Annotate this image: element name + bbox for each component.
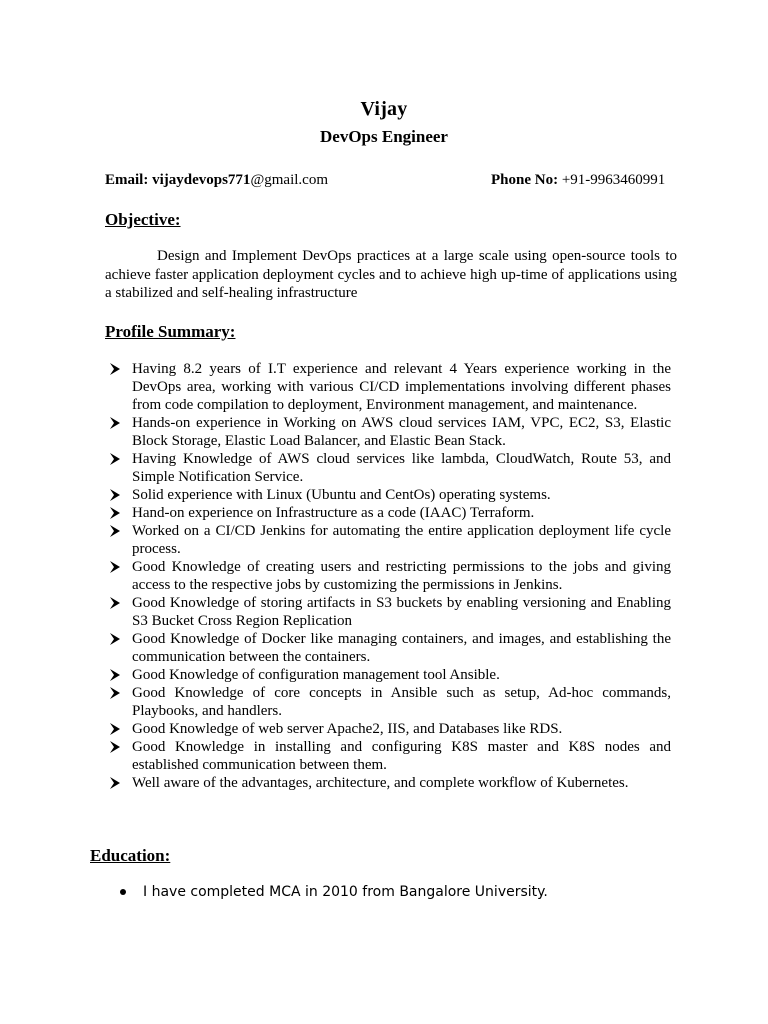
list-item: Worked on a CI/CD Jenkins for automating the entire application deployment life cycle process. <box>105 522 671 558</box>
list-item: Hand-on experience on Infrastructure as a code (IAAC) Terraform. <box>105 504 671 522</box>
job-title: DevOps Engineer <box>320 127 448 146</box>
list-item: Good Knowledge of storing artifacts in S3 buckets by enabling versioning and Enabling S3 Bucket Cross Region Replication <box>105 594 671 630</box>
bullet-dot-icon <box>120 889 126 895</box>
phone-label: Phone No: <box>491 172 559 188</box>
list-item: Good Knowledge of configuration management tool Ansible. <box>105 666 671 684</box>
list-item: Having Knowledge of AWS cloud services like lambda, CloudWatch, Route 53, and Simple Notification Service. <box>105 450 671 486</box>
arrow-bullet-icon <box>109 723 121 735</box>
list-item: Well aware of the advantages, architecture, and complete workflow of Kubernetes. <box>105 774 671 792</box>
list-item: Good Knowledge of Docker like managing containers, and images, and establishing the communication between the containers. <box>105 630 671 666</box>
list-item: Hands-on experience in Working on AWS cloud services IAM, VPC, EC2, S3, Elastic Block Storage, Elastic Load Balancer, and Elastic Bean Stack. <box>105 414 671 450</box>
arrow-bullet-icon <box>109 507 121 519</box>
arrow-bullet-icon <box>109 633 121 645</box>
list-item: Good Knowledge of creating users and restricting permissions to the jobs and giving access to the respective jobs by customizing the permissions in Jenkins. <box>105 558 671 594</box>
arrow-bullet-icon <box>109 597 121 609</box>
list-item: Having 8.2 years of I.T experience and relevant 4 Years experience working in the DevOps area, working with various CI/CD implementations involving different phases from code compilation to deployment, Environment management, and maintenance. <box>105 360 671 414</box>
candidate-name: Vijay <box>360 98 408 120</box>
list-item: Good Knowledge in installing and configuring K8S master and K8S nodes and established communication between them. <box>105 738 671 774</box>
arrow-bullet-icon <box>109 525 121 537</box>
profile-summary-heading: Profile Summary: <box>105 322 236 341</box>
arrow-bullet-icon <box>109 417 121 429</box>
education-heading: Education: <box>90 846 171 865</box>
arrow-bullet-icon <box>109 453 121 465</box>
list-item: I have completed MCA in 2010 from Bangalore University. <box>117 882 548 902</box>
email-user: vijaydevops771 <box>152 172 251 188</box>
arrow-bullet-icon <box>109 687 121 699</box>
contact-row <box>105 172 675 192</box>
list-item: Good Knowledge of web server Apache2, IIS, and Databases like RDS. <box>105 720 671 738</box>
phone-value: +91-9963460991 <box>561 172 666 188</box>
profile-summary-list <box>105 360 671 792</box>
email-label: Email: <box>105 172 149 188</box>
arrow-bullet-icon <box>109 777 121 789</box>
objective-heading: Objective: <box>105 210 181 229</box>
phone-line <box>491 172 665 189</box>
arrow-bullet-icon <box>109 489 121 501</box>
arrow-bullet-icon <box>109 669 121 681</box>
email-domain: @gmail.com <box>250 172 328 188</box>
arrow-bullet-icon <box>109 363 121 375</box>
education-list <box>117 882 548 902</box>
objective-paragraph: Design and Implement DevOps practices at a large scale using open-source tools to achieve faster application deployment cycles and to achieve high up-time of applications using a stabilized and self-healing infrastructure <box>105 248 677 301</box>
arrow-bullet-icon <box>109 741 121 753</box>
email-line <box>105 172 328 189</box>
arrow-bullet-icon <box>109 561 121 573</box>
list-item: Solid experience with Linux (Ubuntu and CentOs) operating systems. <box>105 486 671 504</box>
list-item: Good Knowledge of core concepts in Ansible such as setup, Ad-hoc commands, Playbooks, and handlers. <box>105 684 671 720</box>
